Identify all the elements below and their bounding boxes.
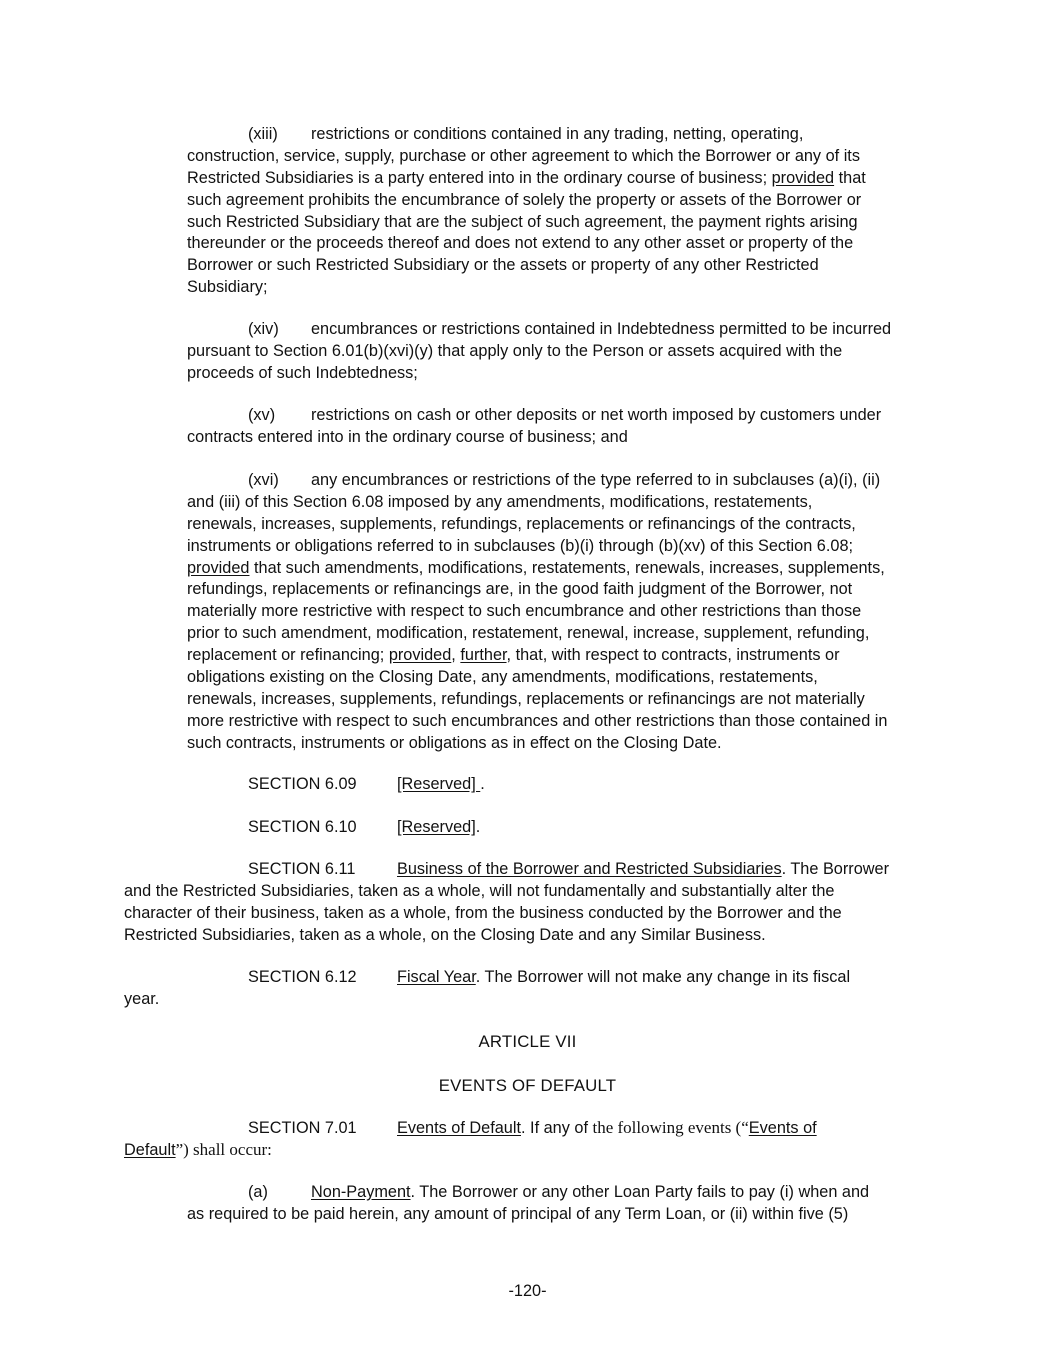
section-title: Fiscal Year bbox=[397, 968, 476, 986]
section-number: SECTION 6.11 bbox=[248, 860, 356, 878]
section-6-11: SECTION 6.11 Business of the Borrower and Restricted Subsidiaries. The Borrower and the Restricted Subsidiaries, taken as a whole, will not fundamentally and substantially alter the character of their business, taken as a whole, from the business conducted by the Borrower and the Restricted Subsidiaries, taken as a whole, on the Closing Date and any Similar Business. bbox=[124, 860, 889, 944]
defined-term-further: further bbox=[460, 646, 507, 665]
section-title: Business of the Borrower and Restricted Subsidiaries bbox=[397, 860, 782, 878]
clause-number: (xvi) bbox=[248, 471, 279, 489]
section-title: Events of Default bbox=[397, 1119, 521, 1137]
clause-title: Non-Payment bbox=[311, 1183, 411, 1201]
clause-number: (xiii) bbox=[248, 125, 278, 143]
section-6-09: SECTION 6.09 [Reserved] . bbox=[248, 774, 485, 796]
defined-term-events-of-default: Default bbox=[124, 1140, 176, 1159]
section-6-12: SECTION 6.12 Fiscal Year. The Borrower will not make any change in its fiscal year. bbox=[124, 968, 851, 1008]
section-number: SECTION 6.10 bbox=[248, 818, 357, 836]
defined-term-events-of-default: Events of bbox=[748, 1119, 817, 1137]
article-title: EVENTS OF DEFAULT bbox=[438, 1076, 617, 1095]
section-title: [Reserved] bbox=[397, 818, 476, 836]
article-number: ARTICLE VII bbox=[478, 1032, 577, 1051]
clause-number: (a) bbox=[248, 1183, 268, 1201]
clause-number: (xiv) bbox=[248, 320, 279, 338]
defined-term-provided: provided bbox=[187, 558, 250, 577]
clause-xvi: (xvi) any encumbrances or restrictions of the type referred to in subclauses (a)(i), (ii) and (iii) of this Section 6.08 imposed by any amendments, modifications, restatements, renewals, increases, supplements, refundings, replacements or refinancings of the contracts, instruments or obligations referred to in subclauses (b)(i) through (b)(xv) of this Section 6.08; provided that such amendments, modifications, restatements, renewals, increases, supplements, refundings, replacements or refinancings are, in the good faith judgment of the Borrower, not materially more restrictive with respect to such encumbrance and other restrictions than those prior to such amendment, modification, restatement, renewal, increase, supplement, refunding, replacement or refinancing; provided, further, that, with respect to contracts, instruments or obligations existing on the Closing Date, any amendments, modifications, restatements, renewals, increases, supplements, refundings, replacements or refinancings are not materially more restrictive with respect to such encumbrances and other restrictions than those contained in such contracts, instruments or obligations as in effect on the Closing Date. bbox=[187, 471, 888, 752]
clause-a: (a) Non-Payment. The Borrower or any other Loan Party fails to pay (i) when and as required to be paid herein, any amount of principal of any Term Loan, or (ii) within five (5) bbox=[187, 1183, 870, 1223]
clause-number: (xv) bbox=[248, 406, 276, 424]
section-number: SECTION 6.09 bbox=[248, 775, 357, 793]
section-7-01: SECTION 7.01 Events of Default. If any of the following events (“Events of Default”) shall occur: bbox=[124, 1118, 817, 1159]
section-title: [Reserved] bbox=[397, 775, 481, 793]
clause-xiii: (xiii) restrictions or conditions contained in any trading, netting, operating, construction, service, supply, purchase or other agreement to which the Borrower or any of its Restricted Subsidiaries is a party entered into in the ordinary course of business; provided that such agreement prohibits the encumbrance of solely the property or assets of the Borrower or such Restricted Subsidiary that are the subject of such agreement, the payment rights arising thereunder or the proceeds thereof and does not extend to any other asset or property of the Borrower or such Restricted Subsidiary or the assets or property of any other Restricted Subsidiary; bbox=[187, 125, 866, 297]
section-number: SECTION 7.01 bbox=[248, 1119, 357, 1137]
page-number: -120- bbox=[508, 1282, 547, 1300]
defined-term-provided: provided bbox=[388, 646, 452, 665]
section-number: SECTION 6.12 bbox=[248, 968, 357, 986]
clause-xv: (xv) restrictions on cash or other deposits or net worth imposed by customers under contracts entered into in the ordinary course of business; and bbox=[187, 406, 882, 446]
section-6-10: SECTION 6.10 [Reserved]. bbox=[248, 817, 480, 839]
defined-term-provided: provided bbox=[771, 168, 835, 187]
clause-xiv: (xiv) encumbrances or restrictions contained in Indebtedness permitted to be incurred pursuant to Section 6.01(b)(xvi)(y) that apply only to the Person or assets acquired with the proceeds of such Indebtedness; bbox=[187, 320, 892, 382]
